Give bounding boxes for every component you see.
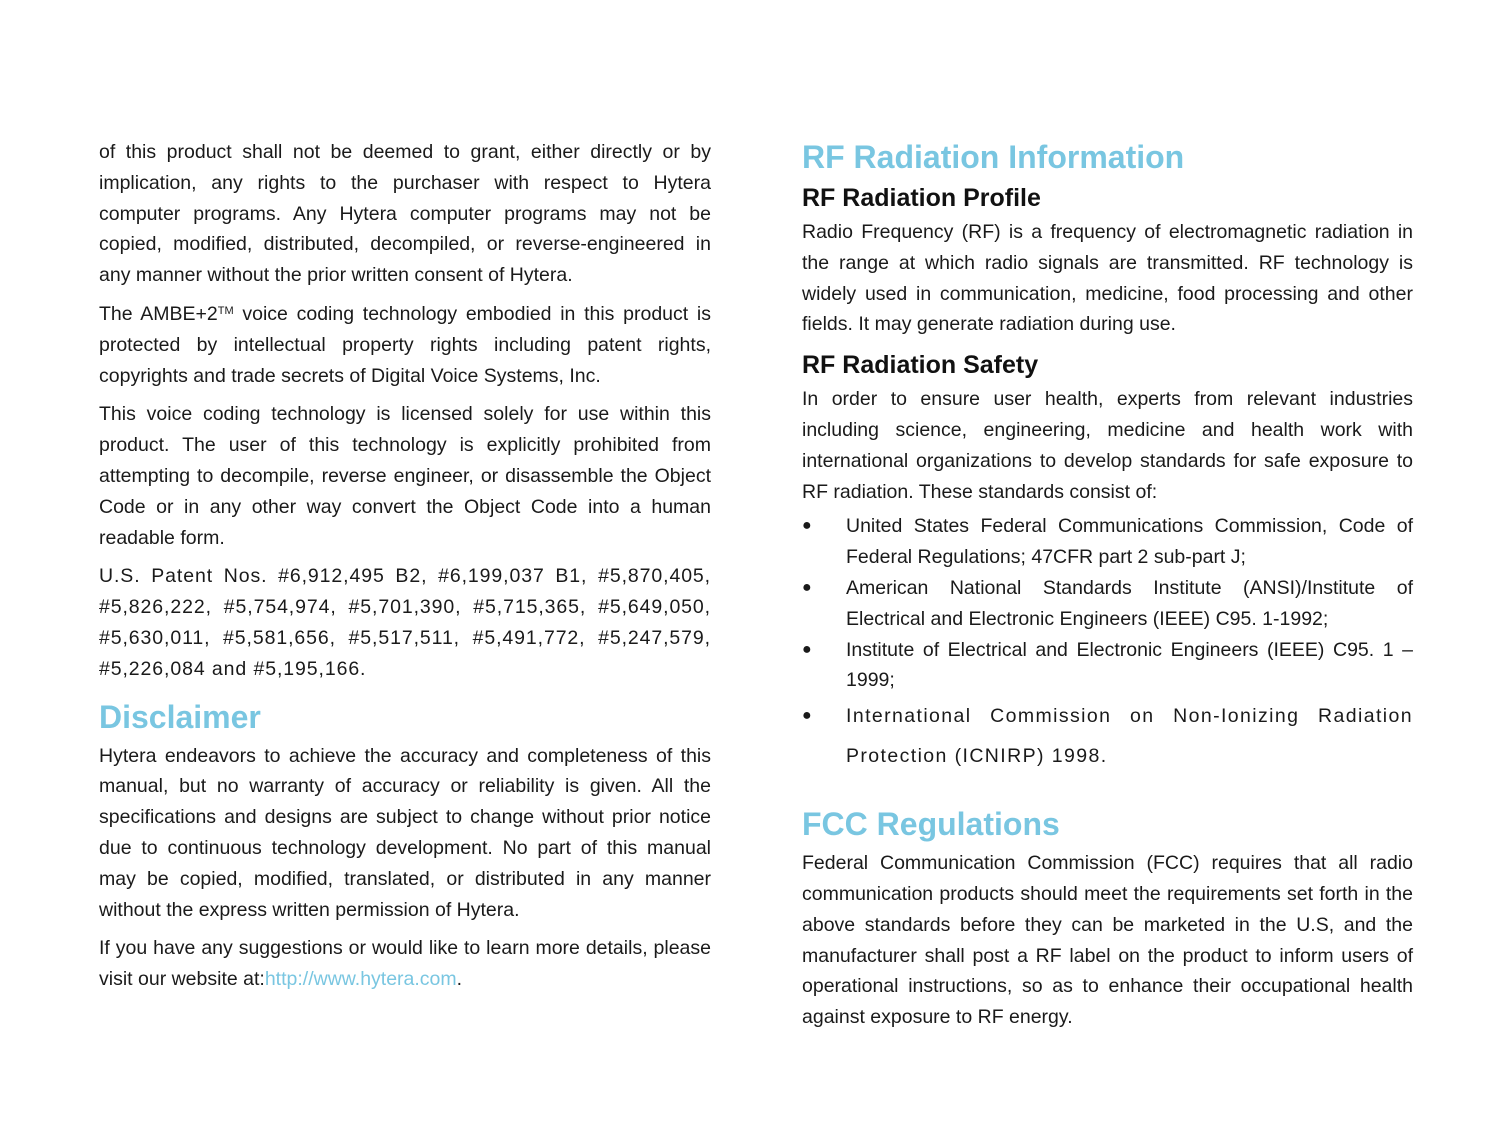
standards-list — [802, 511, 1413, 776]
rf-info-heading: RF Radiation Information — [802, 139, 1185, 175]
left-column — [99, 137, 711, 1003]
website-text-end: . — [456, 968, 463, 991]
rf-profile-heading: RF Radiation Profile — [802, 184, 1041, 212]
disclaimer-paragraph: Hytera endeavors to achieve the accuracy and completeness of this manual, but no warranty of accuracy or reliability is given. All the specifications and designs are subject to change without prior notice due to continuous technology development. No part of this manual may be copied, modified, translated, or distributed in any manner without the express written permission of Hytera. — [99, 744, 711, 921]
trademark-mark: TM — [217, 304, 234, 317]
rf-safety-paragraph: In order to ensure user health, experts from relevant industries including science, engineering, medicine and health work with international organizations to develop standards for safe exposure to RF radiation. These standards consist of: — [802, 388, 1413, 503]
copyright-paragraph: of this product shall not be deemed to grant, either directly or by implication, any rights to the purchaser with respect to Hytera computer programs. Any Hytera computer programs may not be copied, modified, distributed, decompiled, or reverse-engineered in any manner without the prior written consent of Hytera. — [99, 141, 711, 287]
list-item-text: Institute of Electrical and Electronic Engineers (IEEE) C95. 1 – 1999; — [846, 638, 1413, 692]
right-column — [802, 137, 1413, 1041]
list-item-text: American National Standards Institute (ANSI)/Institute of Electrical and Electronic Engineers (IEEE) C95. 1-1992; — [846, 576, 1413, 630]
list-item — [802, 573, 1413, 635]
patent-paragraph: U.S. Patent Nos. #6,912,495 B2, #6,199,037 B1, #5,870,405, #5,826,222, #5,754,974, #5,701,390, #5,715,365, #5,649,050, #5,630,011, #5,581,656, #5,517,511, #5,491,772, #5,247,579, #5,226,084 and #5,195,166. — [99, 565, 711, 680]
list-item-text: United States Federal Communications Commission, Code of Federal Regulations; 47CFR part 2 sub-part J; — [846, 515, 1413, 569]
rf-safety-heading: RF Radiation Safety — [802, 351, 1039, 380]
ambe-text-start: The AMBE+2 — [99, 302, 218, 325]
bullet-icon: ● — [802, 578, 812, 596]
disclaimer-heading: Disclaimer — [99, 698, 261, 735]
ambe-text-end: voice coding technology embodied in this product is protected by intellectual property rights including patent rights, copyrights and trade secrets of Digital Voice Systems, Inc. — [99, 302, 711, 387]
bullet-icon: ● — [802, 640, 812, 658]
list-item — [802, 696, 1413, 776]
fcc-heading: FCC Regulations — [802, 806, 1060, 843]
rf-profile-paragraph: Radio Frequency (RF) is a frequency of electromagnetic radiation in the range at which radio signals are transmitted. RF technology is widely used in communication, medicine, food processing and other fields. It may generate radiation during use. — [802, 221, 1413, 336]
list-item — [802, 511, 1413, 573]
website-link[interactable]: http://www.hytera.com — [264, 968, 457, 991]
bullet-icon: ● — [802, 707, 812, 725]
license-paragraph: This voice coding technology is licensed solely for use within this product. The user of this technology is explicitly prohibited from attempting to decompile, reverse engineer, or disassemble the Object Code or in any other way convert the Object Code into a human readable form. — [99, 403, 711, 549]
list-item — [802, 635, 1413, 697]
list-item-text: International Commission on Non-Ionizing Radiation Protection (ICNIRP) 1998. — [846, 705, 1413, 768]
website-text: If you have any suggestions or would like to learn more details, please visit our website at: — [99, 937, 711, 991]
fcc-paragraph: Federal Communication Commission (FCC) requires that all radio communication products should meet the requirements set forth in the above standards before they can be marketed in the U.S, and the manufacturer shall post a RF label on the product to inform users of operational instructions, so as to enhance their occupational health against exposure to RF energy. — [802, 852, 1413, 1029]
ambe-paragraph — [99, 299, 711, 391]
website-paragraph — [99, 933, 711, 995]
bullet-icon: ● — [802, 517, 812, 535]
